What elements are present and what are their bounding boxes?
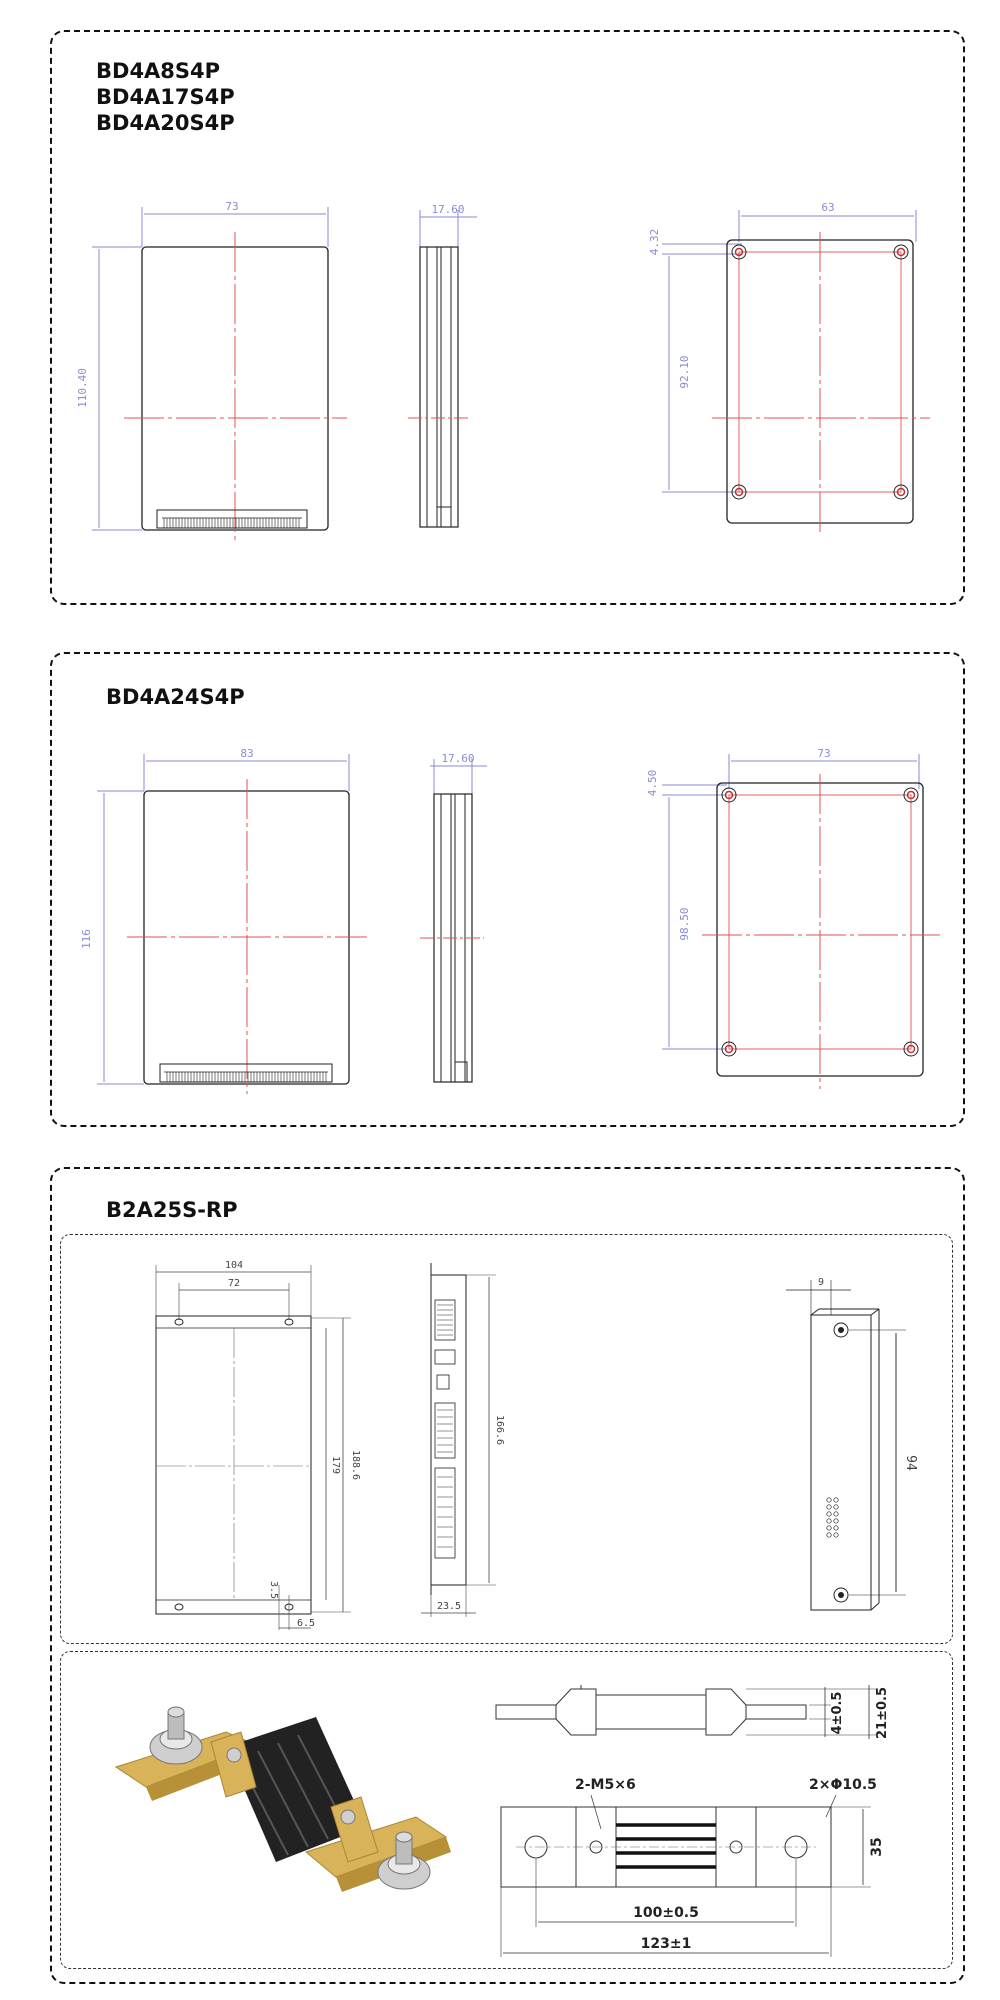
- back-offset-label: 4.50: [646, 769, 659, 797]
- section-bd4a24s4p: [50, 652, 965, 1127]
- front-holespan-label: 72: [227, 1278, 241, 1289]
- front-width-label: 73: [225, 200, 239, 213]
- model-name: BD4A24S4P: [106, 685, 245, 709]
- shunt-thread-label: 2-M5×6: [575, 1777, 636, 1793]
- front-height-outer-label: 188.6: [350, 1449, 361, 1481]
- end-holespan-label: 94: [903, 1455, 918, 1471]
- side-view-drawing: [402, 202, 482, 562]
- front-width-label: 83: [240, 747, 254, 760]
- back-offset-label: 4.32: [648, 228, 661, 256]
- shunt-hole-label: 2×Φ10.5: [809, 1777, 877, 1793]
- front-hole-offset-label: 6.5: [296, 1618, 316, 1629]
- model-name: B2A25S-RP: [106, 1198, 238, 1222]
- model-name: BD4A20S4P: [96, 111, 235, 135]
- shunt-panel: [60, 1651, 953, 1969]
- front-view-drawing: [72, 192, 312, 582]
- front-hole-dia-label: 3.5: [268, 1580, 279, 1600]
- section-bd4a8s4p: [50, 30, 965, 605]
- side-thickness-label: 17.60: [431, 203, 465, 216]
- side-view-drawing: [412, 754, 492, 1094]
- model-name: BD4A17S4P: [96, 85, 235, 109]
- front-height-label: 110.40: [76, 368, 89, 408]
- front-width-label: 104: [224, 1260, 244, 1271]
- back-holespan-x-label: 73: [817, 747, 831, 760]
- back-view-drawing: [646, 747, 972, 1109]
- back-holespan-y-label: 98.50: [678, 907, 691, 941]
- model-name: BD4A8S4P: [96, 59, 221, 83]
- shunt-side-drawing: [491, 1667, 921, 1757]
- front-view-drawing: [72, 749, 352, 1109]
- side-thickness-label: 23.5: [436, 1601, 462, 1612]
- shunt-height-label: 35: [869, 1837, 885, 1857]
- back-view-drawing: [642, 192, 932, 582]
- side-height-label: 166.6: [494, 1414, 505, 1446]
- end-thickness-label: 9: [817, 1277, 825, 1288]
- section-b2a25s-rp: [50, 1167, 965, 1984]
- shunt-top-drawing: [491, 1767, 921, 1967]
- side-thickness-label: 17.60: [441, 752, 475, 765]
- end-view-drawing: [781, 1245, 921, 1640]
- shunt-plate-thick-label: 4±0.5: [830, 1691, 845, 1735]
- side-view-drawing: [421, 1245, 541, 1640]
- front-height-label: 116: [80, 929, 93, 949]
- shunt-photo-illustration: [116, 1677, 456, 1937]
- shunt-total-height-label: 21±0.5: [875, 1686, 890, 1740]
- shunt-holespan-label: 100±0.5: [633, 1905, 699, 1921]
- back-holespan-x-label: 63: [821, 201, 835, 214]
- bms-drawing-panel: [60, 1234, 953, 1644]
- model-list: [96, 58, 235, 136]
- front-view-drawing: [131, 1250, 361, 1640]
- back-holespan-y-label: 92.10: [678, 355, 691, 389]
- front-height-inner-label: 179: [330, 1455, 341, 1475]
- shunt-length-label: 123±1: [640, 1936, 692, 1952]
